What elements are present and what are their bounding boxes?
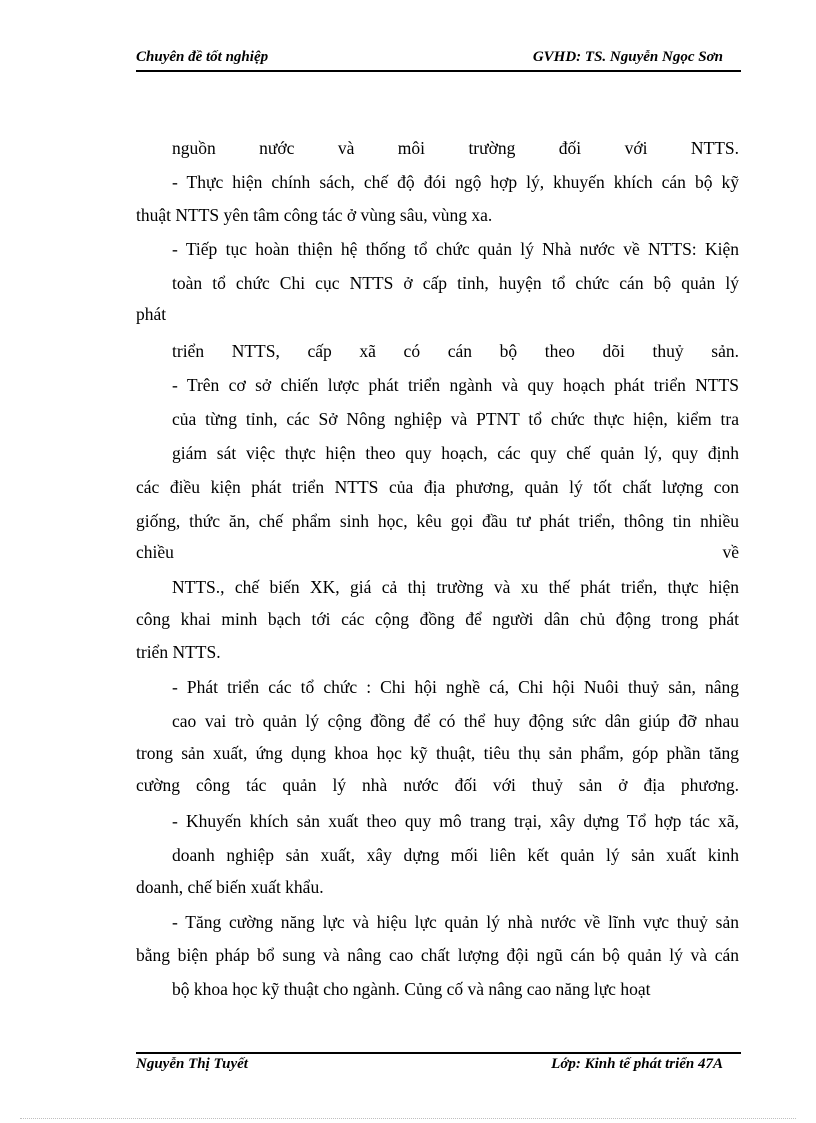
text-line: cao vai trò quản lý cộng đồng để có thể huy động sức dân giúp đỡ nhau (172, 711, 739, 731)
text-line: giống, thức ăn, chế phẩm sinh học, kêu gọi đầu tư phát triển, thông tin nhiều (136, 511, 739, 531)
page-bottom-dotted-line (20, 1118, 796, 1119)
text-line: trong sản xuất, ứng dụng khoa học kỹ thuật, tiêu thụ sản phẩm, góp phần tăng (136, 743, 739, 763)
text-line: triển NTTS, cấp xã có cán bộ theo dõi thuỷ sản. (172, 341, 739, 361)
footer-class: Lớp: Kinh tế phát triển 47A (551, 1056, 723, 1072)
text-line: - Thực hiện chính sách, chế độ đói ngộ hợp lý, khuyến khích cán bộ kỹ (172, 172, 739, 192)
header-supervisor: GVHD: TS. Nguyễn Ngọc Sơn (532, 49, 723, 65)
text-line: - Tiếp tục hoàn thiện hệ thống tổ chức quản lý Nhà nước về NTTS: Kiện (172, 239, 739, 259)
text-line: các điều kiện phát triển NTTS của địa phương, quản lý tốt chất lượng con (136, 477, 739, 497)
text-line: - Trên cơ sở chiến lược phát triển ngành và quy hoạch phát triển NTTS (172, 375, 739, 395)
footer-rule (136, 1052, 741, 1054)
footer-author: Nguyễn Thị Tuyết (136, 1056, 248, 1072)
text-line: - Phát triển các tổ chức : Chi hội nghề cá, Chi hội Nuôi thuỷ sản, nâng (172, 677, 739, 697)
text-line: - Khuyến khích sản xuất theo quy mô trang trại, xây dựng Tổ hợp tác xã, (172, 811, 739, 831)
text-line: cường công tác quản lý nhà nước đối với thuỷ sản ở địa phương. (136, 775, 739, 795)
text-line: NTTS., chế biến XK, giá cả thị trường và xu thế phát triển, thực hiện (172, 577, 739, 597)
text-line: của từng tỉnh, các Sở Nông nghiệp và PTNT tổ chức thực hiện, kiểm tra (172, 409, 739, 429)
header-rule (136, 70, 741, 72)
text-line: phát (136, 304, 167, 324)
text-line: - Tăng cường năng lực và hiệu lực quản lý nhà nước về lĩnh vực thuỷ sản (172, 912, 739, 932)
text-line: toàn tổ chức Chi cục NTTS ở cấp tỉnh, huyện tổ chức cán bộ quản lý (172, 273, 739, 293)
text-line: giám sát việc thực hiện theo quy hoạch, các quy chế quản lý, quy định (172, 443, 739, 463)
text-line: triển NTTS. (136, 642, 221, 662)
text-line: bằng biện pháp bổ sung và nâng cao chất lượng đội ngũ cán bộ quản lý và cán (136, 945, 739, 965)
text-line: doanh, chế biến xuất khẩu. (136, 877, 324, 897)
page-footer (136, 1056, 741, 1080)
text-line: thuật NTTS yên tâm công tác ở vùng sâu, vùng xa. (136, 205, 493, 225)
text-line: bộ khoa học kỹ thuật cho ngành. Củng cố và nâng cao năng lực hoạt (172, 979, 651, 999)
text-line: công khai minh bạch tới các cộng đồng để người dân chủ động trong phát (136, 609, 739, 629)
page-header (136, 44, 741, 70)
text-line: nguồn nước và môi trường đối với NTTS. (172, 138, 739, 158)
header-title: Chuyên đề tốt nghiệp (136, 49, 269, 65)
text-line: chiều về (136, 542, 739, 562)
text-line: doanh nghiệp sản xuất, xây dựng mối liên kết quản lý sản xuất kinh (172, 845, 739, 865)
